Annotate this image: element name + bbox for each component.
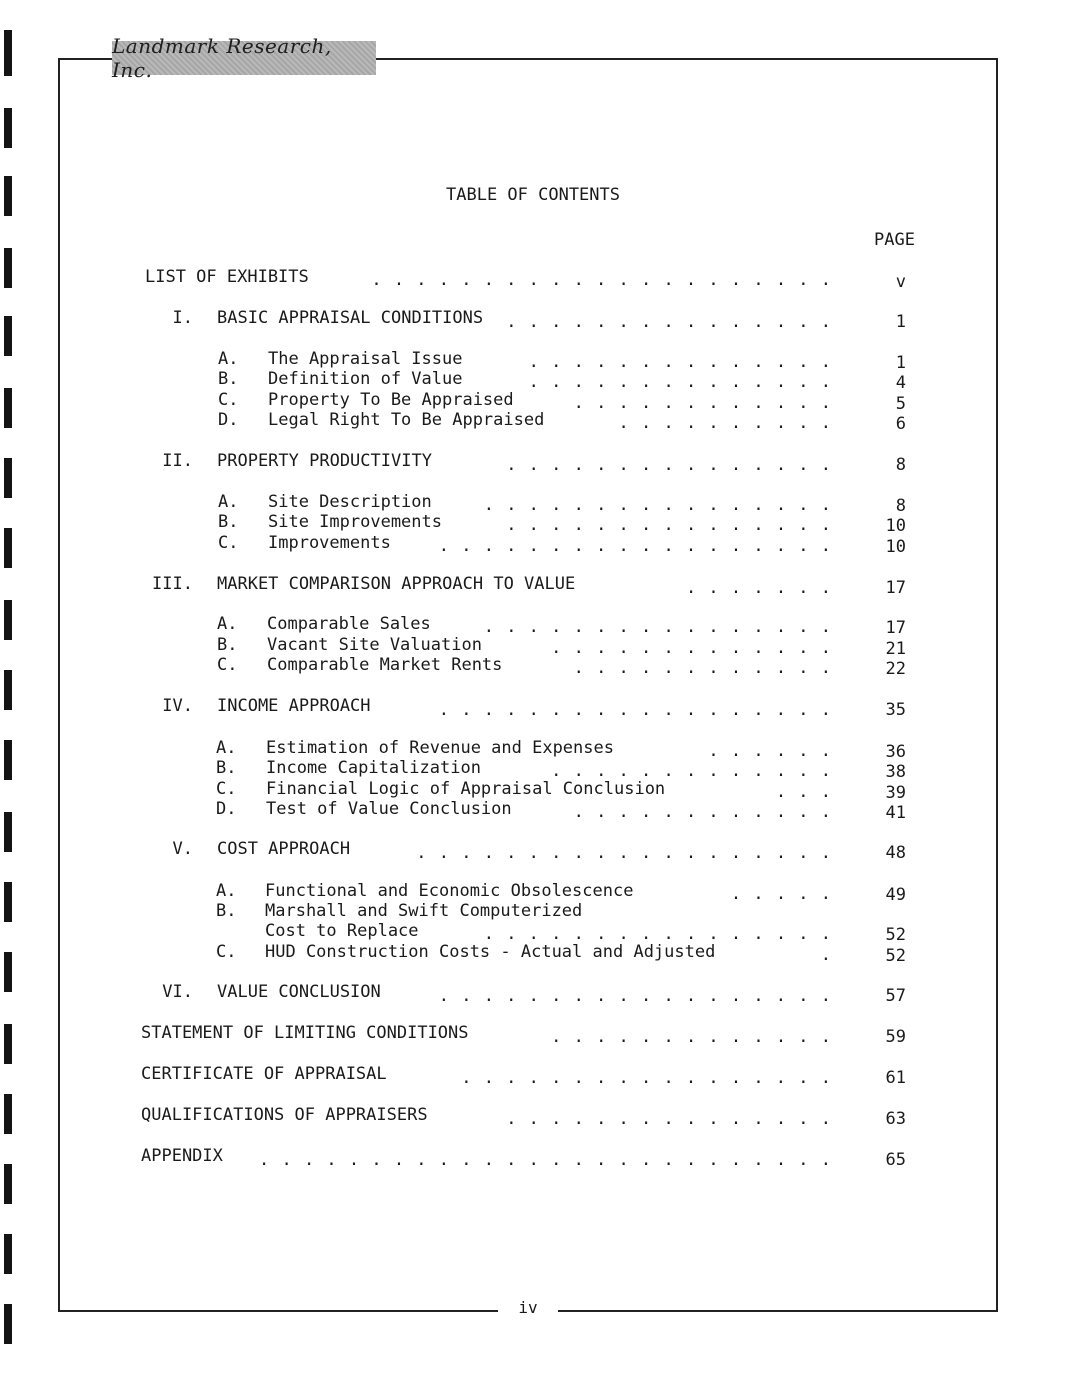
leader-dots: . . . . . . . <box>685 578 832 598</box>
leader-dots: . . . . . . . . . . . . . . . <box>506 455 832 475</box>
leader-dots: . . . . . . . . . . . . . <box>551 638 832 658</box>
subentry-letter: B. <box>218 512 239 532</box>
company-logo <box>112 34 376 82</box>
toc-entry: CERTIFICATE OF APPRAISAL <box>141 1064 387 1084</box>
section-label: BASIC APPRAISAL CONDITIONS <box>217 308 484 328</box>
toc-page-number: 4 <box>895 373 906 393</box>
toc-entry-label: LIST OF EXHIBITS <box>145 267 309 287</box>
toc-page-number: 52 <box>885 925 906 945</box>
toc-section <box>145 696 371 716</box>
binding-mark <box>4 812 12 852</box>
leader-dots: . . . . . <box>730 884 832 904</box>
toc-page-number: 1 <box>895 353 906 373</box>
subentry-letter: C. <box>216 779 237 799</box>
section-label: PROPERTY PRODUCTIVITY <box>217 451 432 471</box>
subentry-letter: D. <box>218 410 239 430</box>
toc-page-number: 38 <box>885 762 906 782</box>
subentry-letter: C. <box>218 533 239 553</box>
toc-subentry <box>216 779 665 799</box>
toc-subentry <box>218 349 462 369</box>
leader-dots: . . . . . . . . . . . . <box>573 658 832 678</box>
binding-mark <box>4 952 12 992</box>
binding-mark <box>4 1304 12 1344</box>
leader-dots: . . . . . . . . . . . . . . . . . . <box>438 986 832 1006</box>
toc-subentry <box>217 635 482 655</box>
leader-dots: . . . . . . . . . . . . . . <box>528 372 832 392</box>
subentry-label: Site Improvements <box>268 512 442 532</box>
section-label: COST APPROACH <box>217 839 351 859</box>
section-label: VALUE CONCLUSION <box>217 982 381 1002</box>
section-numeral: II. <box>162 451 193 471</box>
binding-mark <box>4 248 12 288</box>
leader-dots: . . . . . . . . . . . . . . . . . . . . . <box>371 270 832 290</box>
toc-page-number: 17 <box>885 578 906 598</box>
section-numeral: VI. <box>162 982 193 1002</box>
subentry-letter: B. <box>218 369 239 389</box>
toc-page-number: 8 <box>895 455 906 475</box>
subentry-label: Estimation of Revenue and Expenses <box>266 738 614 758</box>
binding-mark <box>4 1234 12 1274</box>
toc-subentry <box>216 942 715 962</box>
toc-entry: APPENDIX <box>141 1146 223 1166</box>
toc-page-number: 48 <box>885 843 906 863</box>
toc-subentry <box>217 655 502 675</box>
toc-subentry <box>216 901 582 921</box>
toc-entry: STATEMENT OF LIMITING CONDITIONS <box>141 1023 469 1043</box>
toc-subentry <box>217 614 431 634</box>
toc-page-number: 59 <box>885 1027 906 1047</box>
binding-mark <box>4 1094 12 1134</box>
leader-dots: . . . . . . . . . . <box>618 413 832 433</box>
toc-section <box>145 982 381 1002</box>
toc-subentry <box>218 533 391 553</box>
toc-page-number: 8 <box>895 496 906 516</box>
page-title: TABLE OF CONTENTS <box>446 185 620 205</box>
toc-section <box>145 574 575 594</box>
toc-page-number: 36 <box>885 742 906 762</box>
subentry-letter: A. <box>218 349 239 369</box>
toc-page-number: 35 <box>885 700 906 720</box>
leader-dots: . . . . . . . . . . . . <box>573 802 832 822</box>
subentry-label: Functional and Economic Obsolescence <box>265 881 634 901</box>
subentry-label: Comparable Sales <box>267 614 431 634</box>
leader-dots: . . . . . . . . . . . . . . . . <box>483 617 832 637</box>
subentry-letter: A. <box>216 738 237 758</box>
subentry-label: Financial Logic of Appraisal Conclusion <box>266 779 666 799</box>
subentry-letter: B. <box>217 635 238 655</box>
toc-page-number: 65 <box>885 1150 906 1170</box>
toc-page-number: 10 <box>885 537 906 557</box>
toc-subentry <box>216 738 614 758</box>
leader-dots: . . . . . . <box>708 741 832 761</box>
toc-page-number: 63 <box>885 1109 906 1129</box>
subentry-label: Property To Be Appraised <box>268 390 514 410</box>
toc-page-number: 41 <box>885 803 906 823</box>
toc-page-number: 1 <box>895 312 906 332</box>
leader-dots: . . . . . . . . . . . . . . . . . . <box>438 700 832 720</box>
toc-page-number: 61 <box>885 1068 906 1088</box>
subentry-label: Income Capitalization <box>266 758 481 778</box>
binding-mark <box>4 30 12 76</box>
subentry-letter: D. <box>216 799 237 819</box>
binding-mark <box>4 458 12 498</box>
leader-dots: . . . . . . . . . . . . . . . . . . . . . . . . . . <box>259 1150 832 1170</box>
toc-section <box>145 839 350 859</box>
leader-dots: . . . . . . . . . . . . . . . . . <box>461 1068 832 1088</box>
leader-dots: . . . . . . . . . . . . . . . . . . <box>438 536 832 556</box>
toc-page-number: 57 <box>885 986 906 1006</box>
binding-mark <box>4 1164 12 1204</box>
subentry-letter: A. <box>218 492 239 512</box>
toc-page-number: v <box>895 272 906 292</box>
leader-dots: . <box>820 945 832 965</box>
section-numeral: IV. <box>162 696 193 716</box>
toc-section <box>145 308 483 328</box>
toc-subentry <box>218 369 462 389</box>
leader-dots: . . . . . . . . . . . . . . . . . . . <box>416 843 832 863</box>
binding-mark <box>4 740 12 780</box>
subentry-label: Legal Right To Be Appraised <box>268 410 545 430</box>
subentry-label: Marshall and Swift Computerized <box>265 901 583 921</box>
toc-page-number: 10 <box>885 516 906 536</box>
toc-subentry <box>218 390 514 410</box>
leader-dots: . . . . . . . . . . . . . <box>551 1027 832 1047</box>
toc-page-number: 5 <box>895 394 906 414</box>
subentry-letter: B. <box>216 901 237 921</box>
binding-mark <box>4 1024 12 1064</box>
toc-subentry <box>216 758 481 778</box>
company-logo-text: Landmark Research, Inc. <box>112 34 332 82</box>
binding-mark <box>4 600 12 640</box>
leader-dots: . . . . . . . . . . . . <box>573 393 832 413</box>
binding-mark <box>4 388 12 428</box>
toc-page-number: 39 <box>885 783 906 803</box>
subentry-label: Comparable Market Rents <box>267 655 503 675</box>
subentry-letter: B. <box>216 758 237 778</box>
toc-subentry <box>218 410 544 430</box>
subentry-label: The Appraisal Issue <box>268 349 463 369</box>
toc-entry <box>145 267 309 287</box>
binding-mark <box>4 528 12 568</box>
subentry-label: Test of Value Conclusion <box>266 799 512 819</box>
leader-dots: . . . . . . . . . . . . . <box>551 761 832 781</box>
subentry-label: Vacant Site Valuation <box>267 635 482 655</box>
toc-page-number: 17 <box>885 618 906 638</box>
subentry-letter: A. <box>217 614 238 634</box>
toc-page-number: 6 <box>895 414 906 434</box>
section-numeral: I. <box>172 308 193 328</box>
leader-dots: . . . . . . . . . . . . . . . . <box>483 924 832 944</box>
toc-entry: QUALIFICATIONS OF APPRAISERS <box>141 1105 428 1125</box>
leader-dots: . . . . . . . . . . . . . . . <box>506 312 832 332</box>
subentry-label: Definition of Value <box>268 369 463 389</box>
binding-mark <box>4 670 12 710</box>
toc-section <box>145 451 432 471</box>
subentry-letter: C. <box>217 655 238 675</box>
toc-page-number: 22 <box>885 659 906 679</box>
subentry-letter: C. <box>216 942 237 962</box>
leader-dots: . . . . . . . . . . . . . . <box>528 352 832 372</box>
toc-page-number: 49 <box>885 885 906 905</box>
leader-dots: . . . . . . . . . . . . . . . <box>506 515 832 535</box>
toc-subentry <box>218 492 432 512</box>
toc-subentry <box>218 512 442 532</box>
page-number: iv <box>498 1296 558 1320</box>
page-column-label: PAGE <box>874 230 915 250</box>
subentry-label-continued: Cost to Replace <box>265 921 419 941</box>
subentry-label: Site Description <box>268 492 432 512</box>
leader-dots: . . . . . . . . . . . . . . . . <box>483 495 832 515</box>
leader-dots: . . . . . . . . . . . . . . . <box>506 1109 832 1129</box>
subentry-label: HUD Construction Costs - Actual and Adjusted <box>265 942 716 962</box>
subentry-label: Improvements <box>268 533 391 553</box>
binding-mark <box>4 882 12 922</box>
binding-mark <box>4 316 12 356</box>
section-numeral: V. <box>172 839 193 859</box>
section-label: MARKET COMPARISON APPROACH TO VALUE <box>217 574 576 594</box>
toc-subentry <box>216 799 512 819</box>
section-label: INCOME APPROACH <box>217 696 371 716</box>
leader-dots: . . . <box>775 782 832 802</box>
binding-mark <box>4 108 12 148</box>
section-numeral: III. <box>152 574 193 594</box>
toc-subentry <box>216 881 633 901</box>
toc-page-number: 52 <box>885 946 906 966</box>
subentry-letter: C. <box>218 390 239 410</box>
toc-page-number: 21 <box>885 639 906 659</box>
subentry-letter: A. <box>216 881 237 901</box>
